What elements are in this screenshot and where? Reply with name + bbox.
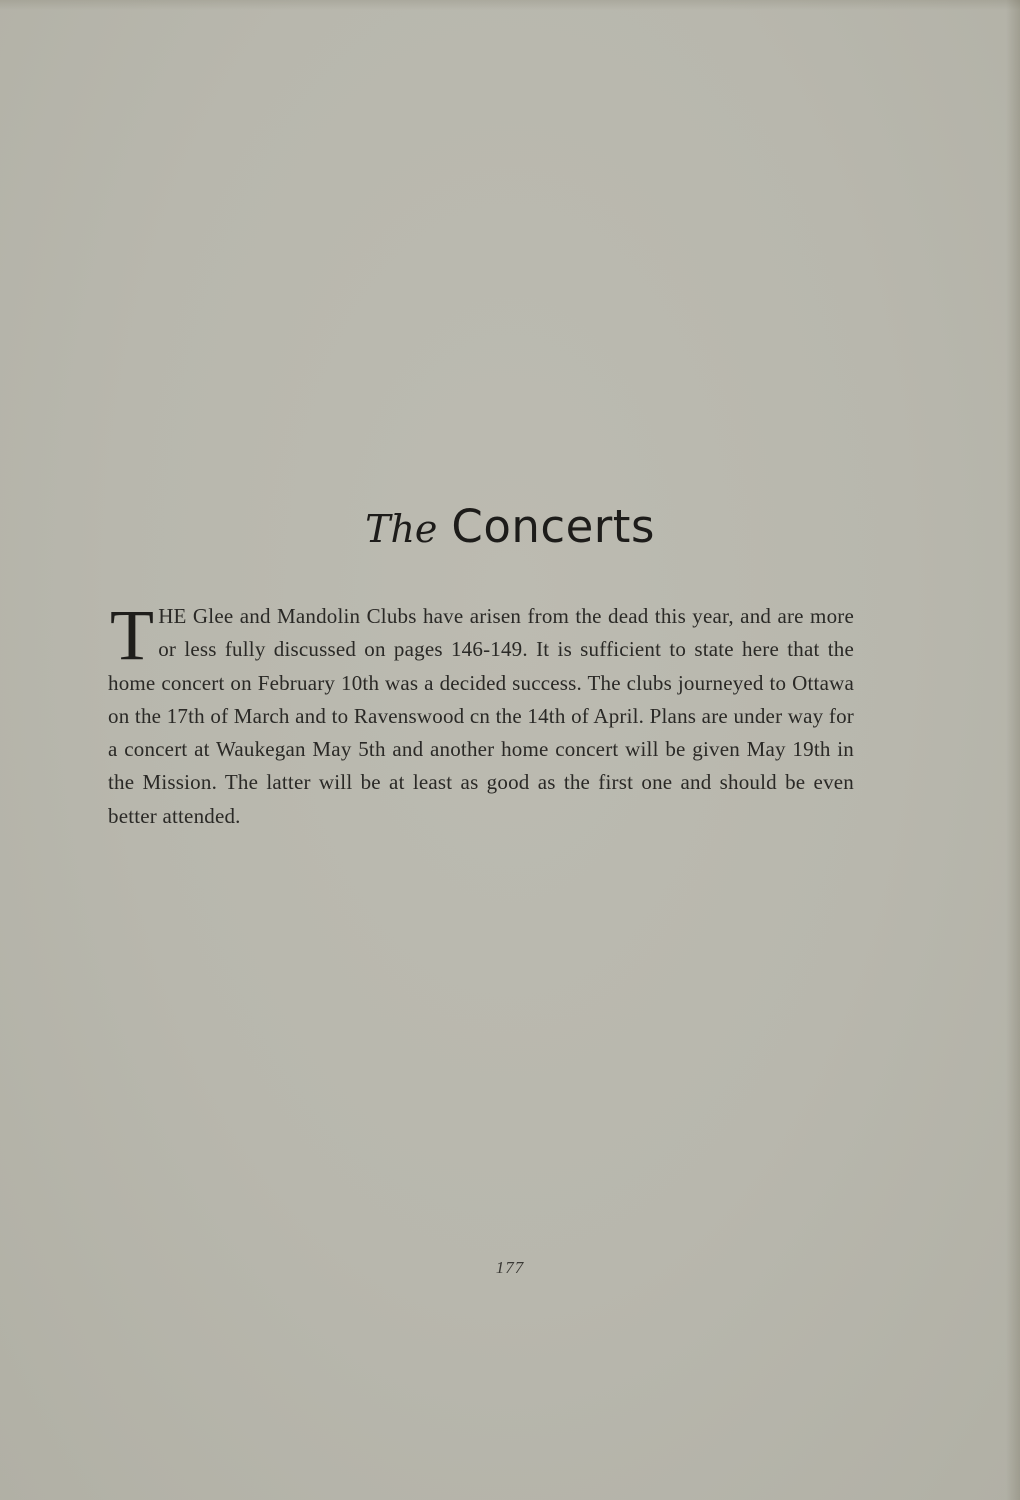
title-the: The bbox=[365, 507, 438, 551]
body-paragraph bbox=[108, 595, 854, 833]
title-concerts: Concerts bbox=[451, 500, 655, 553]
page-title bbox=[0, 500, 1020, 553]
drop-cap: T bbox=[110, 595, 155, 675]
page-number: 177 bbox=[495, 1258, 525, 1277]
page-edge-top bbox=[0, 0, 1020, 10]
paragraph-text: HE Glee and Mandolin Clubs have arisen from the dead this year, and are more or less fully discussed on pages 146-149. It is sufficient to state here that the home concert on February 10th was a decided success. The clubs journeyed to Ottawa on the 17th of March and to Ravenswood cn the 14th of April. Plans are under way for a concert at Waukegan May 5th and another home concert will be given May 19th in the Mission. The latter will be at least as good as the first one and should be even better attended. bbox=[108, 604, 854, 828]
